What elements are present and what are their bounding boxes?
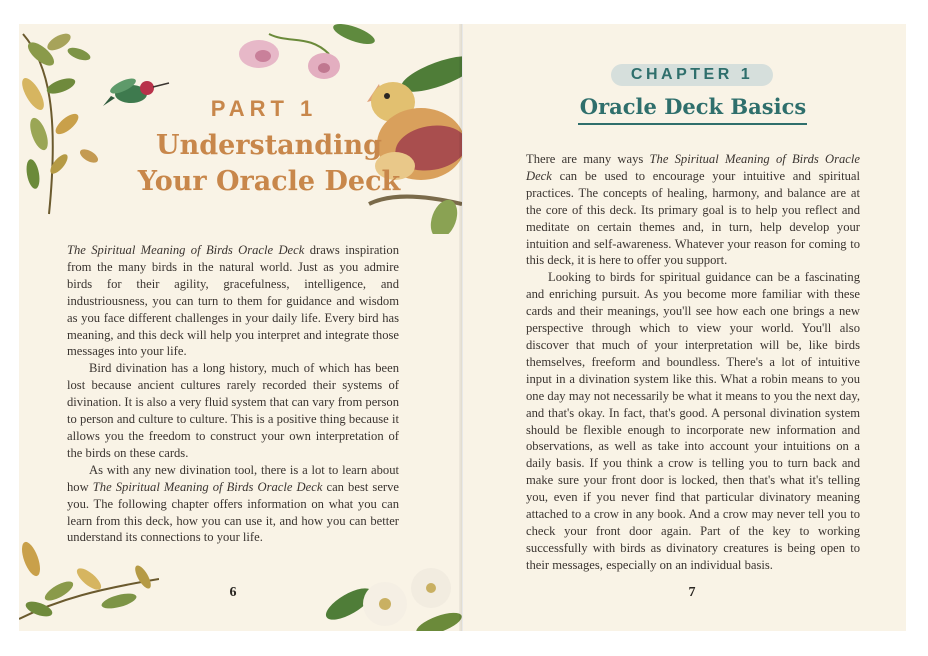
paragraph-text: As with any new divination tool, there is a lot to learn about how	[67, 462, 399, 494]
chapter-title-underline	[578, 123, 807, 125]
chapter-label: CHAPTER 1	[611, 64, 773, 86]
part-title	[99, 128, 439, 200]
book-title-italic: The Spiritual Meaning of Birds Oracle Deck	[92, 479, 323, 494]
paragraph-text: can best serve you. The following chapter offers information on what you can learn from this deck, how you can use it, and how you can better understand its connections to your life.	[67, 479, 399, 545]
hummingbird-illustration	[101, 66, 171, 116]
book-title-italic: The Spiritual Meaning of Birds Oracle Deck	[67, 243, 305, 257]
page-number: 7	[688, 585, 696, 600]
left-page	[19, 24, 462, 631]
paragraph-text: There are many ways	[526, 152, 650, 166]
paragraph-text: draws inspiration from the many birds in the natural world. Just as you admire birds for their agility, gracefulness, intelligence, and industriousness, you can turn to them for guidance and wisdom as you face different challenges in your daily life. Every bird has meaning, and this deck will help you interpret and integrate those messages into your life.	[67, 243, 399, 359]
paragraph: Looking to birds for spiritual guidance can be a fascinating and enriching pursuit. As you become more familiar with these cards and their meanings, you'll see how each one brings a new perspective through which to view your world. You'll also discover that much of your interpretation will be, like birds themselves, freeform and boundless. There's a lot of intuitive input in a divination system like this. What a robin means to you one day may not necessarily be what it means to you the next day, and that's okay. In fact, that's good. A personal divination system should be flexible enough to incorporate new information and observations, as well as take into account your intuitions on a daily basis. If you think a crow is telling you to turn back and make sure your front door is locked, then that's what it's telling you, even if you never find that particular divinatory meaning attached to a crow in any book. And a crow may never tell you to check your front door again. Part of the key to working successfully with birds as divinatory creatures is being open to their messages, especially on an individual basis.	[526, 270, 860, 572]
part-label: PART 1	[210, 96, 318, 121]
chapter-title: Oracle Deck Basics	[579, 94, 807, 119]
paragraph	[67, 242, 399, 360]
bottom-right-flowers-illustration	[319, 544, 462, 631]
part-title-line-2: Your Oracle Deck	[137, 166, 401, 197]
paragraph: Bird divination has a long history, much of which has been lost because ancient cultures rarely recorded their systems of divination. It is also a very fluid system that can vary from person to person and culture to culture. This is a positive thing because it allows you the freedom to construct your own interpretation of the birds on these cards.	[67, 361, 399, 460]
bottom-left-foliage-illustration	[19, 519, 159, 631]
left-body-text	[67, 242, 399, 546]
paragraph	[526, 151, 860, 269]
part-title-line-1: Understanding	[156, 130, 382, 161]
paragraph-text: can be used to encourage your intuitive and spiritual practices. The concepts of healing, harmony, and balance are at the core of this deck. Its primary goal is to help you reflect and meditate on certain themes and, in turn, help develop your intuition and self-awareness. Whatever your reason for coming to this deck, it is here to offer you support.	[526, 168, 860, 268]
page-number: 6	[229, 585, 237, 600]
right-body-text	[526, 151, 860, 574]
book-title-italic: The Spiritual Meaning of Birds Oracle Deck	[526, 152, 860, 183]
right-page	[463, 24, 906, 631]
